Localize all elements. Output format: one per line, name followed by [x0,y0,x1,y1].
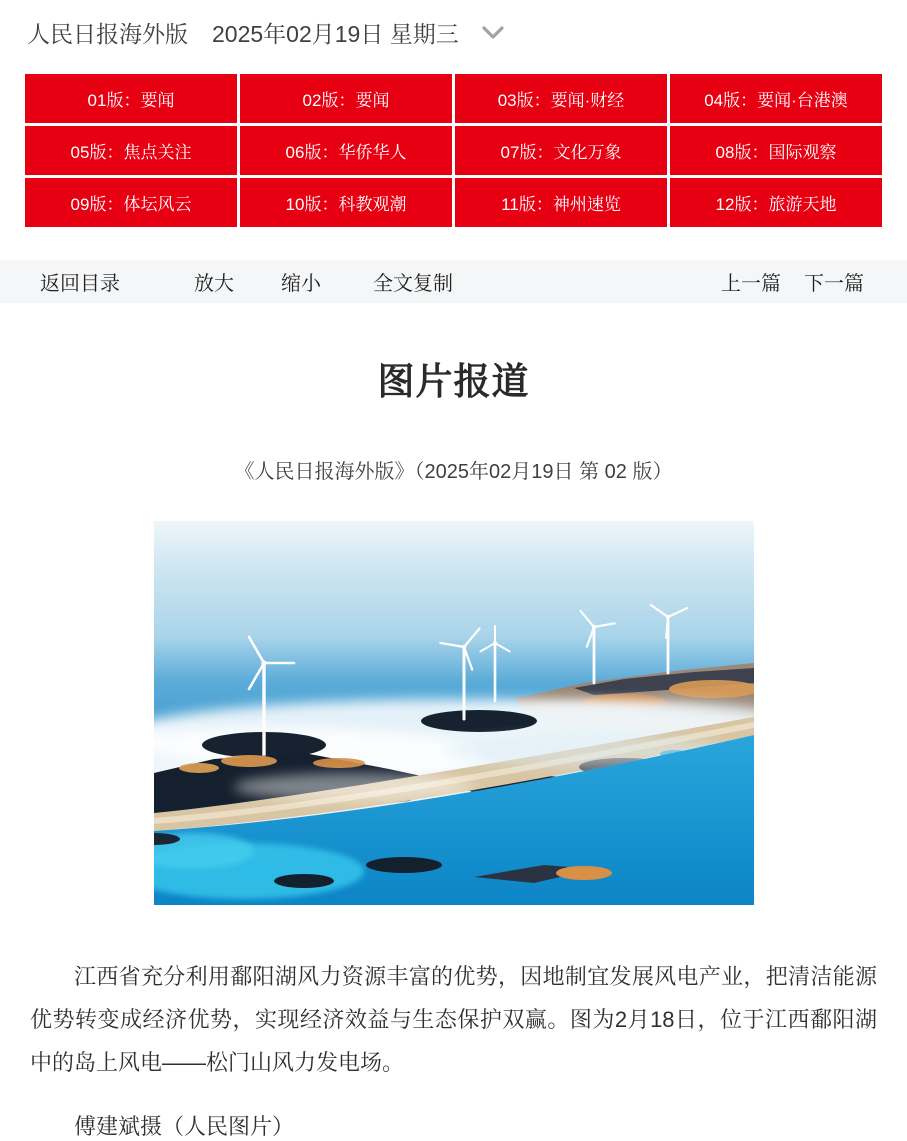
wind-farm-photo-illustration [154,521,754,905]
page-nav-06[interactable]: 06版：华侨华人 [240,126,452,175]
chevron-down-icon[interactable] [481,25,505,41]
page-nav-09[interactable]: 09版：体坛风云 [25,178,237,227]
page-nav-02[interactable]: 02版：要闻 [240,74,452,123]
page-nav-03[interactable]: 03版：要闻·财经 [455,74,667,123]
article-photo [154,521,754,905]
next-article-button[interactable]: 下一篇 [804,273,864,295]
article-title: 图片报道 [377,361,530,402]
masthead-title: 人民日报海外版 [27,21,188,47]
publication-source-line: 《人民日报海外版》（2025年02月19日 第 02 版） [234,461,673,483]
back-to-contents-button[interactable]: 返回目录 [40,273,120,295]
zoom-in-button[interactable]: 放大 [194,273,234,295]
photo-credit: 傅建斌摄（人民图片） [74,1114,295,1139]
page-nav-grid [25,74,882,227]
page-nav-04[interactable]: 04版：要闻·台港澳 [670,74,882,123]
page-nav-11[interactable]: 11版：神州速览 [455,178,667,227]
prev-article-button[interactable]: 上一篇 [721,273,781,295]
page-nav-01[interactable]: 01版：要闻 [25,74,237,123]
page-nav-07[interactable]: 07版：文化万象 [455,126,667,175]
masthead-bar [0,0,907,49]
photo-caption [30,955,877,1084]
copy-fulltext-button[interactable]: 全文复制 [373,273,453,295]
page-nav-10[interactable]: 10版：科教观潮 [240,178,452,227]
page-nav-12[interactable]: 12版：旅游天地 [670,178,882,227]
zoom-out-button[interactable]: 缩小 [281,273,321,295]
page-nav-08[interactable]: 08版：国际观察 [670,126,882,175]
page-nav-05[interactable]: 05版：焦点关注 [25,126,237,175]
article-toolbar [0,260,907,303]
issue-date: 2025年02月19日 星期三 [212,21,459,47]
caption-paragraph: 江西省充分利用鄱阳湖风力资源丰富的优势，因地制宜发展风电产业，把清洁能源优势转变成经济优势，实现经济效益与生态保护双赢。图为2月18日，位于江西鄱阳湖中的岛上风电——松门山风力发电场。 [30,964,877,1075]
